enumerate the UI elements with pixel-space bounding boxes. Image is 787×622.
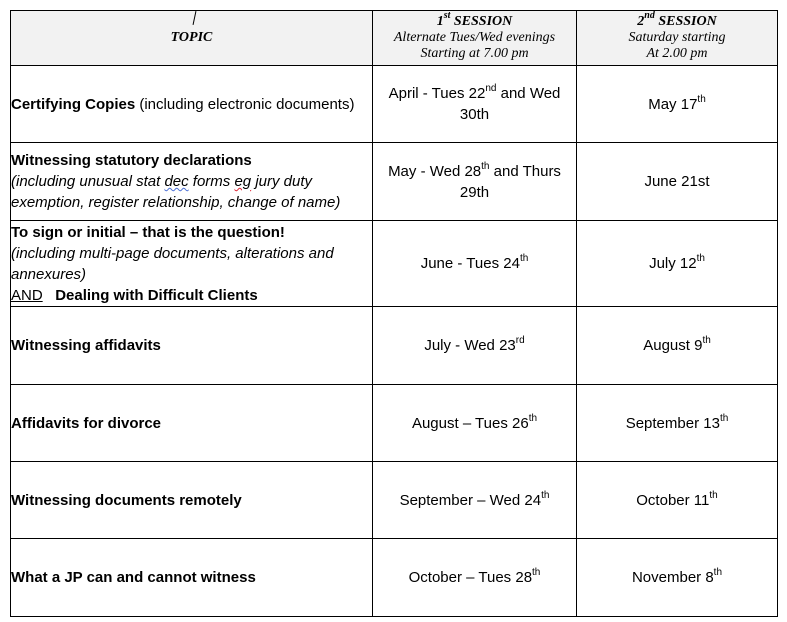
session1-subtitle: Alternate Tues/Wed evenings xyxy=(393,30,556,45)
stray-mark xyxy=(193,11,197,25)
topic-cell: Certifying Copies (including electronic documents) xyxy=(11,66,373,143)
session1-date: July - Wed 23rd xyxy=(373,307,577,385)
table-row xyxy=(11,307,778,385)
session1-time: Starting at 7.00 pm xyxy=(420,46,529,61)
topic-cell: Witnessing statutory declarations (including unusual stat dec forms eg jury duty exemption, register relationship, change of name) xyxy=(11,143,373,221)
topic-cell: What a JP can and cannot witness xyxy=(11,539,373,617)
session1-date: April - Tues 22nd and Wed 30th xyxy=(373,66,577,143)
session2-date: November 8th xyxy=(577,539,778,617)
header-row xyxy=(11,11,778,66)
topic-header-label: TOPIC xyxy=(170,30,213,45)
session2-title: 2nd SESSION xyxy=(637,10,717,29)
schedule-table xyxy=(10,10,778,617)
session2-date: August 9th xyxy=(577,307,778,385)
session1-date: May - Wed 28th and Thurs 29th xyxy=(373,143,577,221)
session1-date: August – Tues 26th xyxy=(373,385,577,462)
session2-time: At 2.00 pm xyxy=(646,46,708,61)
session2-date: July 12th xyxy=(577,221,778,307)
topic-cell: Witnessing documents remotely xyxy=(11,462,373,539)
session2-date: June 21st xyxy=(577,143,778,221)
table-row xyxy=(11,66,778,143)
session2-date: October 11th xyxy=(577,462,778,539)
session2-date: September 13th xyxy=(577,385,778,462)
table-row xyxy=(11,221,778,307)
session1-date: October – Tues 28th xyxy=(373,539,577,617)
topic-cell: To sign or initial – that is the question! (including multi-page documents, alterations and annexures) AND Dealing with Difficult Clients xyxy=(11,221,373,307)
topic-cell: Affidavits for divorce xyxy=(11,385,373,462)
table-row xyxy=(11,143,778,221)
table-row xyxy=(11,462,778,539)
session1-date: September – Wed 24th xyxy=(373,462,577,539)
table-row xyxy=(11,385,778,462)
session1-header xyxy=(373,11,577,66)
session1-date: June - Tues 24th xyxy=(373,221,577,307)
session2-date: May 17th xyxy=(577,66,778,143)
topic-cell: Witnessing affidavits xyxy=(11,307,373,385)
session2-subtitle: Saturday starting xyxy=(628,30,726,45)
session2-header xyxy=(577,11,778,66)
session1-title: 1st SESSION xyxy=(436,10,513,29)
table-row xyxy=(11,539,778,617)
topic-header xyxy=(11,11,373,66)
